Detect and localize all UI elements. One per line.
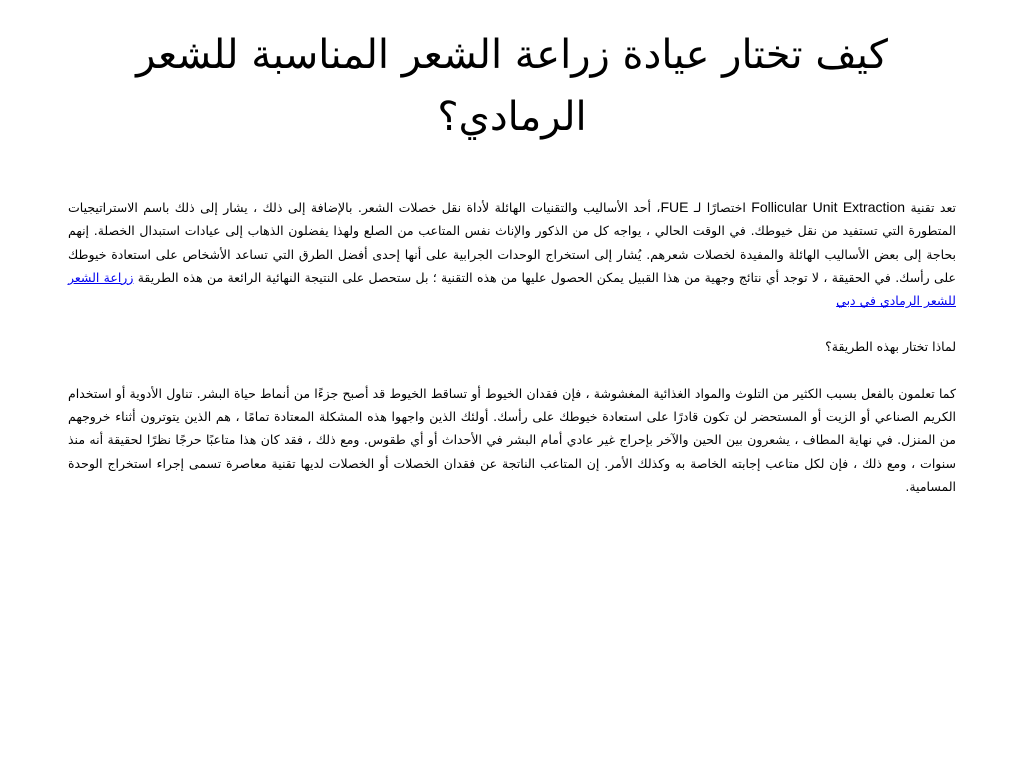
intro-text-start: تعد تقنية [905,200,957,215]
paragraph-spacer [68,312,956,335]
intro-abbreviation: FUE [660,199,689,215]
body-paragraph: كما تعلمون بالفعل بسبب الكثير من التلوث والمواد الغذائية المغشوشة ، فإن فقدان الخيوط أو تساقط الخيوط قد أصبح جزءًا من أنماط حياة البشر. تناول الأدوية أو استخدام الكريم الصناعي أو الزيت أو المستحضر لن تكون قادرًا على استعادة خيوطك على رأسك. أولئك الذين واجهوا هذه المشكلة المعتادة تمامًا ، هم الذين يتوترون أثناء خروجهم من المنزل. في نهاية المطاف ، يشعرون بين الحين والآخر بإحراج غير عادي أمام البشر في الأحداث أو أي طقوس. ومع ذلك ، فقد كان هذا متاعبًا حرجًا نظرًا لحقيقة أنه منذ سنوات ، ومع ذلك ، فإن لكل متاعب إجابته الخاصة به وكذلك الأمر. إن المتاعب الناتجة عن فقدان الخصلات أو الخصلات لديها تقنية معاصرة تسمى إجراء استخراج الوحدة المسامية. [68,385,956,494]
question-heading: لماذا تختار بهذه الطريقة؟ [825,339,956,355]
page-title [80,24,944,148]
paragraph-spacer [68,359,956,382]
page-title-line-1: كيف تختار عيادة زراعة الشعر المناسبة للشعر [136,32,888,78]
intro-text-mid: اختصارًا لـ [688,200,752,215]
page-title-line-2: الرمادي؟ [437,94,587,140]
intro-paragraph [68,196,956,312]
gray-hair-transplant-dubai-link[interactable]: زراعة الشعر للشعر الرمادي في دبي [68,269,956,309]
intro-english-term: Follicular Unit Extraction [751,199,906,215]
intro-text-rest: ، أحد الأساليب والتقنيات الهائلة لأداة نقل خصلات الشعر. بالإضافة إلى ذلك ، يشار إلى ذلك باسم الاستراتيجيات المتطورة التي تستفيد من نقل خيوطك. في الوقت الحالي ، يواجه كل من الذكور والإناث نفس المتاعب من الصلع ولهذا يفضلون الذهاب إلى عيادات استبدال الخصلة. إنهم بحاجة إلى بعض الأساليب الهائلة والمفيدة لخصلات شعرهم. يُشار إلى استخراج الوحدات الجرابية على أنها إحدى أفضل الطرق التي تساعد الأشخاص على استعادة خيوطك على رأسك. في الحقيقة ، لا توجد أي نتائج وجهية من هذا القبيل يمكن الحصول عليها من هذه التقنية ؛ بل ستحصل على النتيجة النهائية الرائعة من هذه الطريقة [68,200,957,285]
content-body [68,196,956,498]
